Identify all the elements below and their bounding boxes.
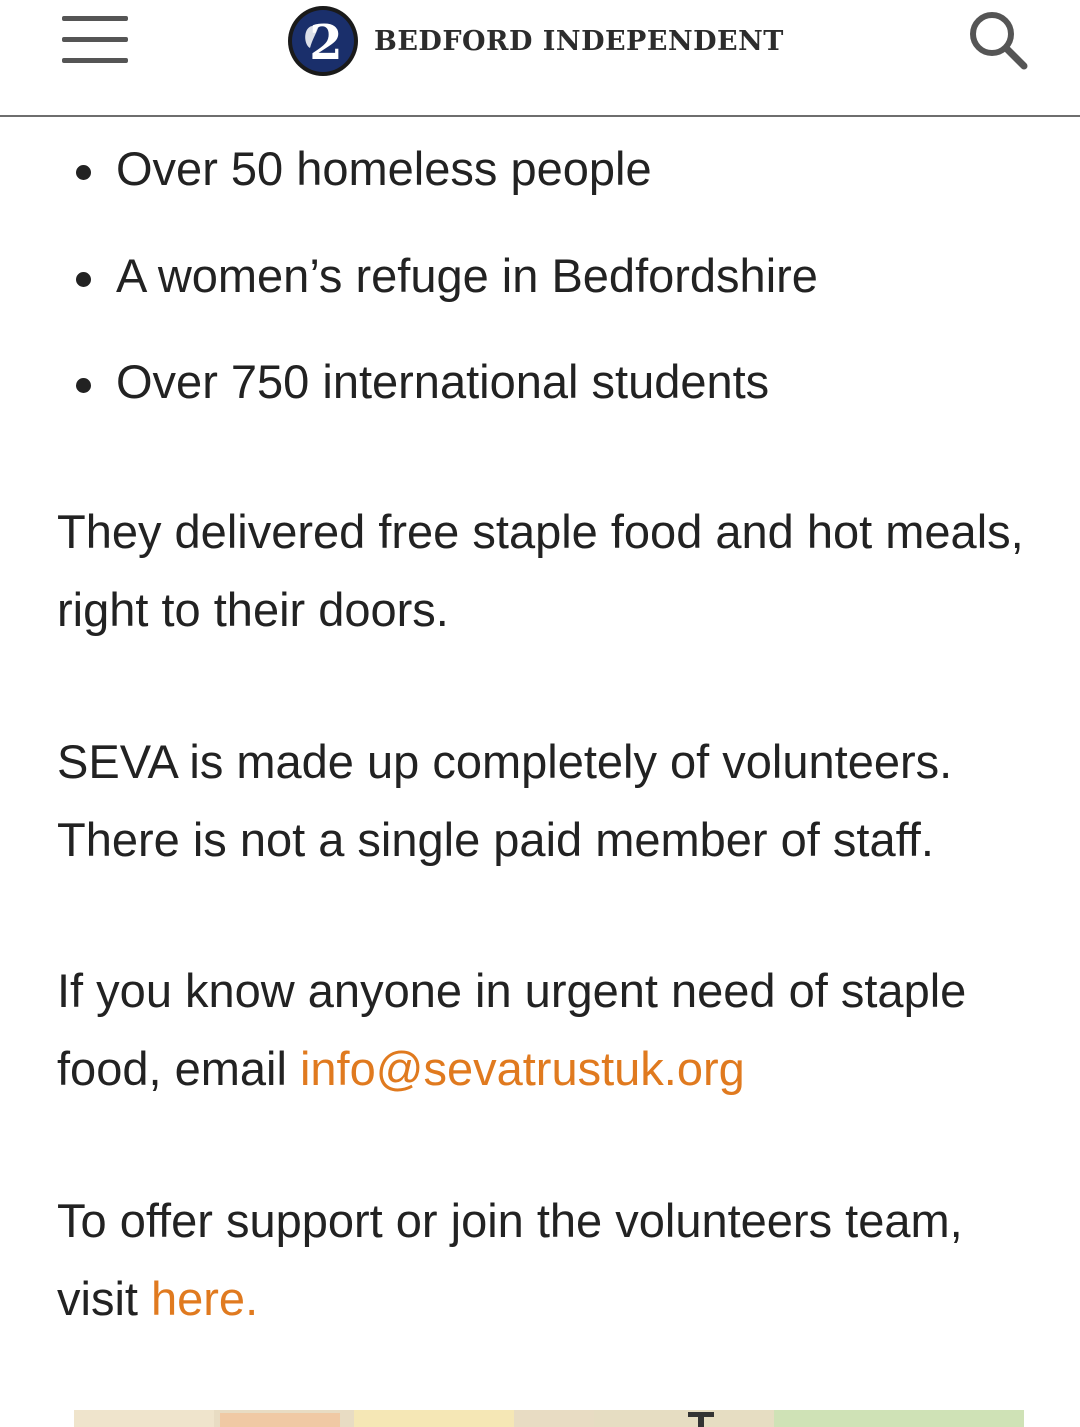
logo-numeral: 2 bbox=[309, 15, 343, 71]
list-item: Over 50 homeless people bbox=[116, 142, 652, 195]
swan-logo-icon bbox=[286, 4, 360, 78]
list-item: Over 750 international students bbox=[116, 355, 770, 408]
volunteer-link[interactable]: here. bbox=[151, 1272, 259, 1325]
list-item: A women’s refuge in Bedfordshire bbox=[116, 249, 818, 302]
contact-text: If you know anyone in urgent need of staple food, email bbox=[57, 964, 967, 1095]
paragraph-volunteers: SEVA is made up completely of volunteers. There is not a single paid member of staff. bbox=[57, 735, 953, 866]
hamburger-menu-icon[interactable] bbox=[62, 16, 130, 66]
support-text: To offer support or join the volunteers team, visit bbox=[57, 1194, 963, 1325]
email-link[interactable]: info@sevatrustuk.org bbox=[299, 1042, 745, 1095]
menu-bar bbox=[62, 58, 128, 63]
menu-bar bbox=[62, 16, 128, 21]
paragraph-support bbox=[57, 1182, 1047, 1338]
search-icon[interactable] bbox=[966, 8, 1030, 72]
map-image bbox=[74, 1410, 1024, 1427]
menu-bar bbox=[62, 37, 128, 42]
site-name: BEDFORD INDEPENDENT bbox=[374, 25, 784, 57]
site-logo-link[interactable] bbox=[286, 4, 784, 78]
paragraph-contact bbox=[57, 952, 1047, 1108]
paragraph-delivery: They delivered free staple food and hot meals, right to their doors. bbox=[57, 505, 1024, 636]
site-header bbox=[0, 0, 1080, 117]
